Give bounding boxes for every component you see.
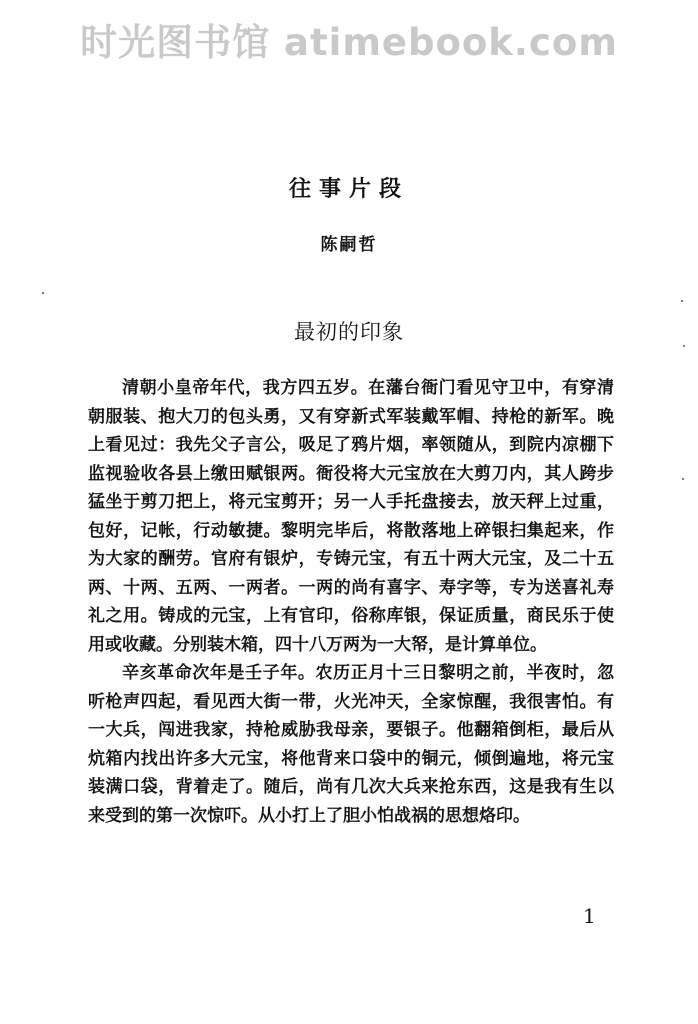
page-number: 1 [583,904,596,928]
author-name: 陈嗣哲 [320,235,378,255]
body-text [88,374,614,830]
scan-speck [681,300,683,302]
scan-speck [682,478,684,480]
watermark: 时光图书馆 atimebook.com [80,21,618,64]
scan-speck [683,345,685,347]
scan-speck [42,292,44,294]
article-title: 往事片段 [288,177,409,202]
paragraph: 清朝小皇帝年代，我方四五岁。在藩台衙门看见守卫中，有穿清朝服装、抱大刀的包头勇，又有穿新式军装戴军帽、持枪的新军。晚上看见过：我先父子言公，吸足了鸦片烟，率领随从，到院内凉棚下监视验收各县上缴田赋银两。衙役将大元宝放在大剪刀内，其人跨步猛坐于剪刀把上，将元宝剪开；另一人手托盘接去，放天秤上过重，包好，记帐，行动敏捷。黎明完毕后，将散落地上碎银扫集起来，作为大家的酬劳。官府有银炉，专铸元宝，有五十两大元宝，及二十五两、十两、五两、一两者。一两的尚有喜字、寿字等，专为送喜礼寿礼之用。铸成的元宝，上有官印，俗称库银，保证质量，商民乐于使用或收藏。分别装木箱，四十八万两为一大帑，是计算单位。 [88,378,614,655]
paragraph: 辛亥革命次年是壬子年。农历正月十三日黎明之前，半夜时，忽听枪声四起，看见西大街一带，火光冲天，全家惊醒，我很害怕。有一大兵，闯进我家，持枪威胁我母亲，要银子。他翻箱倒柜，最后从炕箱内找出许多大元宝，将他背来口袋中的铜元，倾倒遍地，将元宝装满口袋，背着走了。随后，尚有几次大兵来抢东西，这是我有生以来受到的第一次惊吓。从小打上了胆小怕战祸的思想烙印。 [88,663,614,826]
section-heading: 最初的印象 [294,320,404,344]
